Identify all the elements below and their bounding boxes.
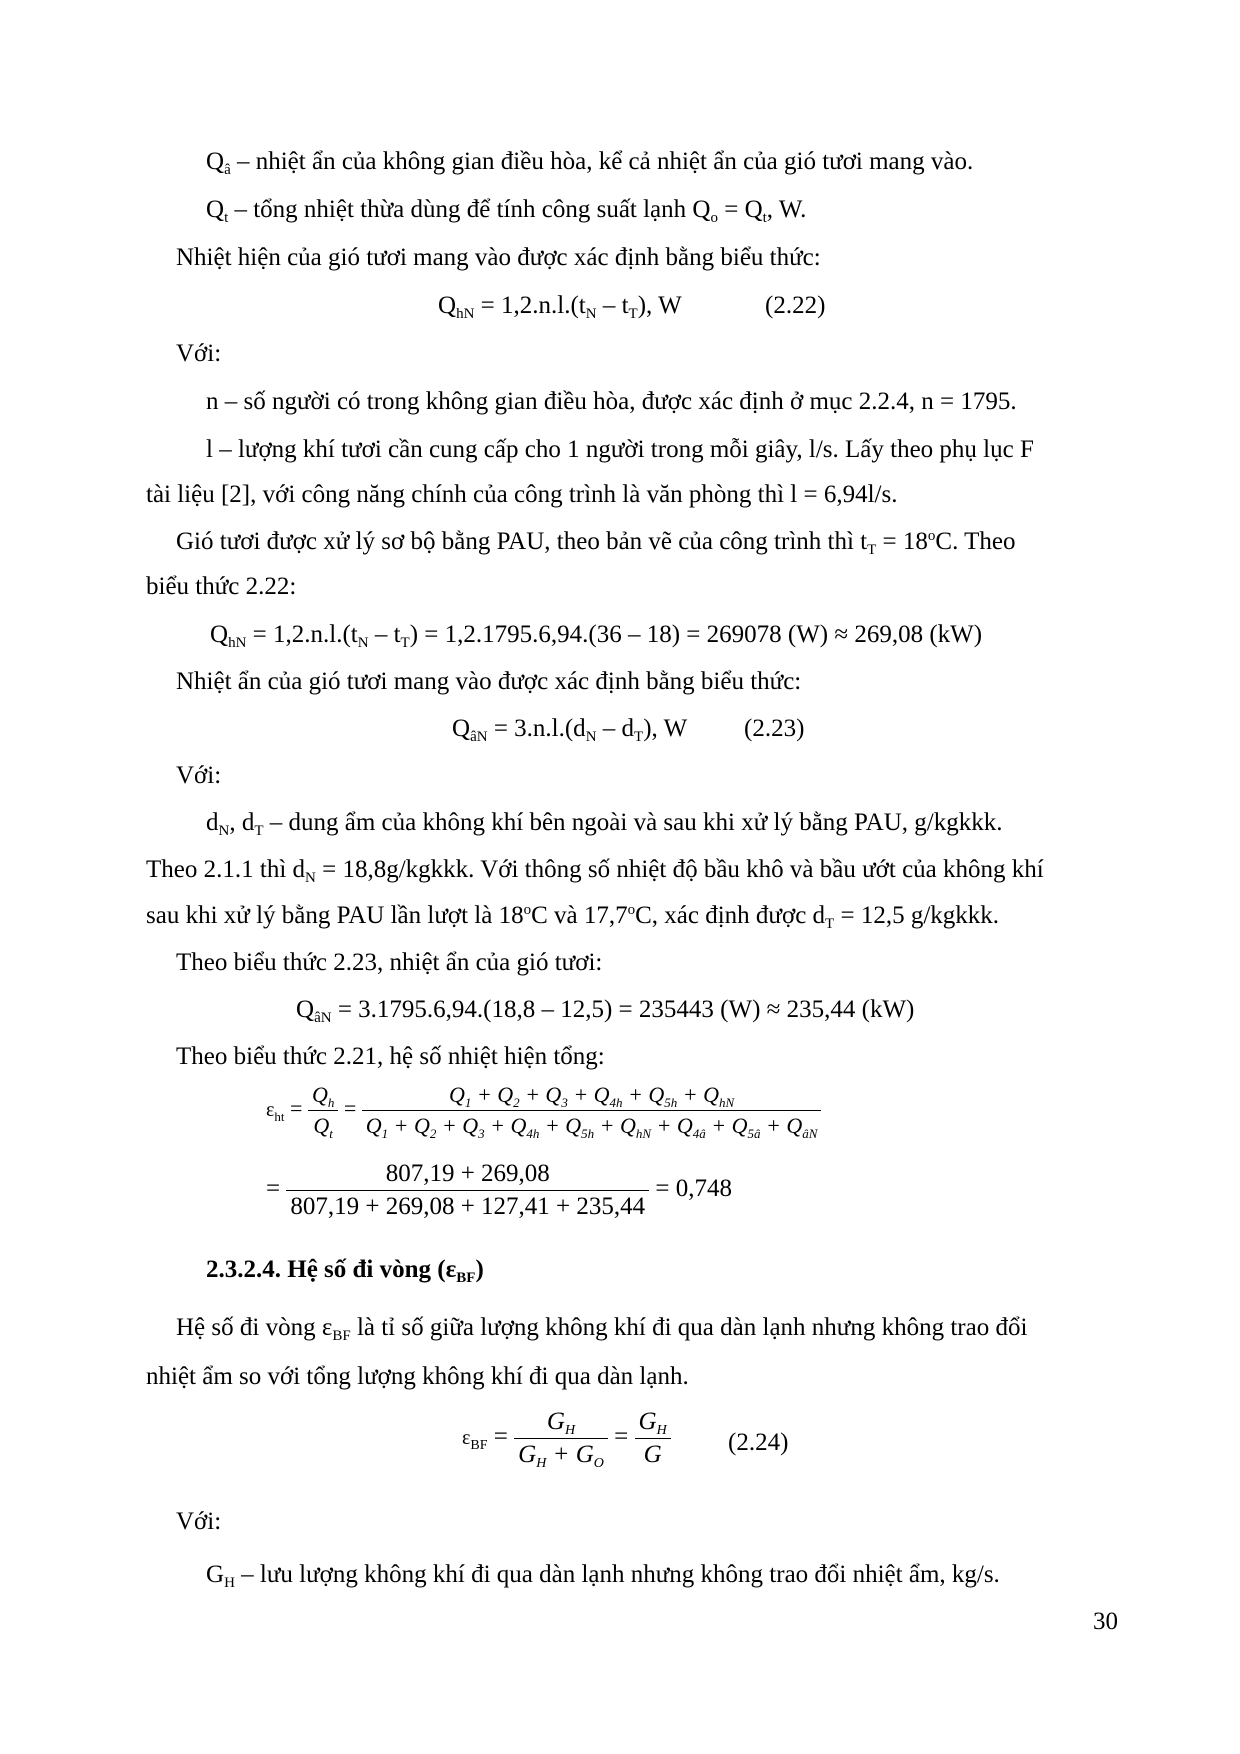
bypass-definition-line-1: Hệ số đi vòng $\varepsilon_{BF}$ là tỉ số giữa lượng không khí đi qua dàn lạnh nhưng không trao đổi	[176, 1314, 1028, 1344]
qa-definition: $Q_â$ – nhiệt ẩn của không gian điều hòa, kể cả nhiệt ẩn của gió tươi mang vào.	[206, 148, 974, 178]
eht-denominator: 807,19 + 269,08 + 127,41 + 235,44	[290, 1193, 646, 1220]
equation-number-2-22: (2.22)	[765, 292, 826, 319]
equation-2-23: $Q_{âN} = 3.n.l.(d_N - d_T)$, W	[452, 715, 688, 745]
sensible-heat-intro: Nhiệt hiện của gió tươi mang vào được xác định bằng biểu thức:	[176, 244, 821, 271]
voi-label-1: Với:	[176, 340, 222, 367]
theo-2-1-1-line-1: Theo 2.1.1 thì $d_N$ = 18,8g/kgkkk. Với thông số nhiệt độ bầu khô và bầu ướt của không khí	[146, 856, 1044, 886]
eht-result: = 0,748	[655, 1175, 733, 1203]
equation-number-2-23: (2.23)	[744, 715, 805, 742]
d-definition: $d_N$, $d_T$ – dung ẩm của không khí bên ngoài và sau khi xử lý bằng PAU, g/kgkkk.	[206, 809, 1003, 839]
equation-2-24: $\varepsilon_{BF}$ = $\frac{G_H}{G_H + G_O}$ = $\frac{G_H}{G}$	[462, 1408, 671, 1469]
theo-2-1-1-line-2: sau khi xử lý bằng PAU lần lượt là 18$^o$C và 17,7$^o$C, xác định được $d_T = 12,5$ g/kgkkk.	[146, 902, 1000, 932]
pau-paragraph-line-2: biểu thức 2.22:	[146, 573, 297, 600]
qan-calculation: $Q_{âN} = 3.1795.6,94.(18,8 - 12,5) = 235443$ (W) ≈ 235,44 (kW)	[296, 996, 915, 1026]
l-definition-line-2: tài liệu [2], với công năng chính của công trình là văn phòng thì l = 6,94l/s.	[146, 481, 898, 508]
qhn-calculation: $Q_{hN} = 1,2.n.l.(t_N - t_T) = 1,2.1795.6,94.(36 - 18) = 269078$ (W) ≈ 269,08 (kW)	[210, 621, 983, 651]
n-definition: n – số người có trong không gian điều hòa, được xác định ở mục 2.2.4, n = 1795.	[206, 388, 1017, 415]
eht-numeric: = $\frac{807,19 + 269,08}{807,19 + 269,08 + 127,41 + 235,44}$ = 0,748	[266, 1160, 733, 1220]
gh-definition: $G_H$ – lưu lượng không khí đi qua dàn lạnh nhưng không trao đổi nhiệt ẩm, kg/s.	[206, 1561, 1000, 1591]
voi-label-2: Với:	[176, 762, 222, 789]
equation-2-22: $Q_{hN} = 1,2.n.l.(t_N - t_T)$, W	[438, 292, 682, 322]
latent-heat-intro: Nhiệt ẩn của gió tươi mang vào được xác định bằng biểu thức:	[176, 668, 802, 695]
eht-numerator: 807,19 + 269,08	[286, 1160, 649, 1191]
bypass-definition-line-2: nhiệt ẩm so với tổng lượng không khí đi qua dàn lạnh.	[146, 1363, 689, 1390]
section-heading-2-3-2-4: 2.3.2.4. Hệ số đi vòng $(\varepsilon_{BF})$	[206, 1256, 484, 1286]
qt-definition: $Q_t$ – tổng nhiệt thừa dùng để tính công suất lạnh $Q_o = Q_t$, W.	[206, 196, 807, 226]
voi-label-3: Với:	[176, 1508, 222, 1535]
l-definition-line-1: l – lượng khí tươi cần cung cấp cho 1 người trong mỗi giây, l/s. Lấy theo phụ lục F	[206, 436, 1034, 463]
eht-formula: $\varepsilon_{ht}$ = $\frac{Q_h}{Q_t}$ = $\frac{Q_1 + Q_2 + Q_3 + Q_{4h} + Q_{5h} + Q_{hN}}{Q_1 + Q_2 + Q_3 + Q_{4h} + Q_{5h} + Q_{hN} + Q_{4â} + Q_{5â} + Q_{âN}}$	[266, 1082, 821, 1139]
pau-paragraph-line-1: Gió tươi được xử lý sơ bộ bằng PAU, theo bản vẽ của công trình thì $t_T = 18^oC$. Theo	[176, 528, 1016, 558]
theo-2-21: Theo biểu thức 2.21, hệ số nhiệt hiện tổng:	[176, 1043, 605, 1070]
equation-number-2-24: (2.24)	[728, 1429, 789, 1456]
page-number: 30	[1093, 1608, 1118, 1635]
theo-2-23: Theo biểu thức 2.23, nhiệt ẩn của gió tươi:	[176, 949, 603, 976]
